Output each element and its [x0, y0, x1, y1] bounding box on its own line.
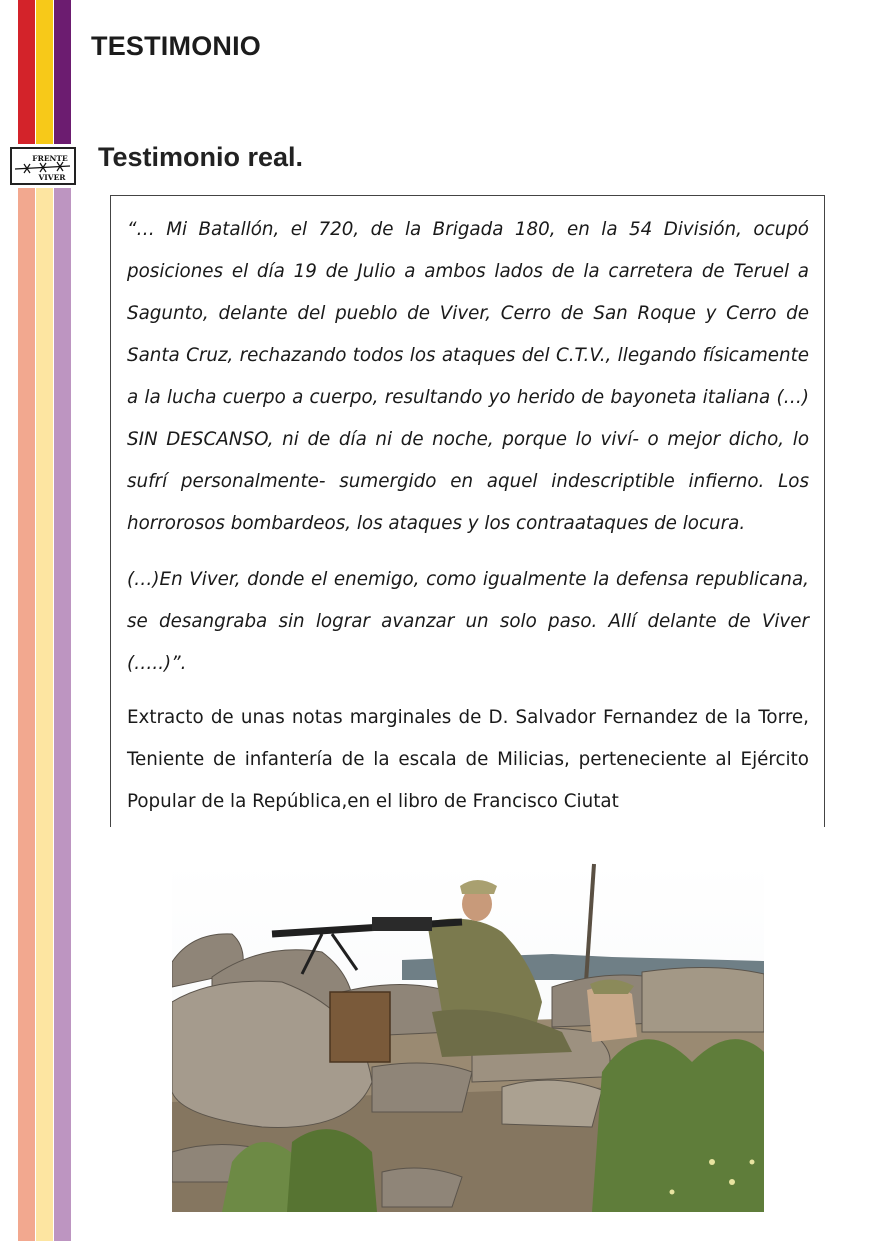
section-subtitle: Testimonio real. [98, 142, 304, 172]
stripe-yellow-light [36, 188, 53, 1241]
stripe-purple-light [54, 188, 71, 1241]
barbed-wire-icon [15, 162, 70, 173]
testimony-paragraph-2: (…)En Viver, donde el enemigo, como igualmente la defensa republicana, se desangraba sin lograr avanzar un solo paso. Allí delante de Viver (…..)”. [127, 569, 809, 674]
logo-text-viver: VIVER [38, 173, 66, 182]
testimony-paragraph-1: “… Mi Batallón, el 720, de la Brigada 180, en la 54 División, ocupó posiciones el día 19 de Julio a ambos lados de la carretera de Teruel a Sagunto, delante del pueblo de Viver, Cerro de San Roque y Cerro de Santa Cruz, rechazando todos los ataques del C.T.V., llegando físicamente a la lucha cuerpo a cuerpo, resultando yo herido de bayoneta italiana (…) SIN DESCANSO, ni de día ni de noche, porque lo viví- o mejor dicho, lo sufrí personalmente- sumergido en aquel indescriptible infierno. Los horrorosos bombardeos, los ataques y los contraataques de locura. [127, 219, 809, 534]
frente-viver-logo [10, 147, 76, 185]
stripe-purple [54, 0, 71, 144]
stripe-red [18, 0, 35, 144]
stripe-yellow [36, 0, 53, 144]
logo-text-frente: FRENTE [32, 154, 68, 163]
stripe-red-light [18, 188, 35, 1241]
soldiers-machine-gun-photo [172, 862, 764, 1212]
page-title: TESTIMONIO [91, 31, 261, 61]
attribution-paragraph: Extracto de unas notas marginales de D. Salvador Fernandez de la Torre, Teniente de infantería de la escala de Milicias, perteneciente al Ejército Popular de la República,en el libro de Francisco Ciutat [127, 707, 809, 812]
